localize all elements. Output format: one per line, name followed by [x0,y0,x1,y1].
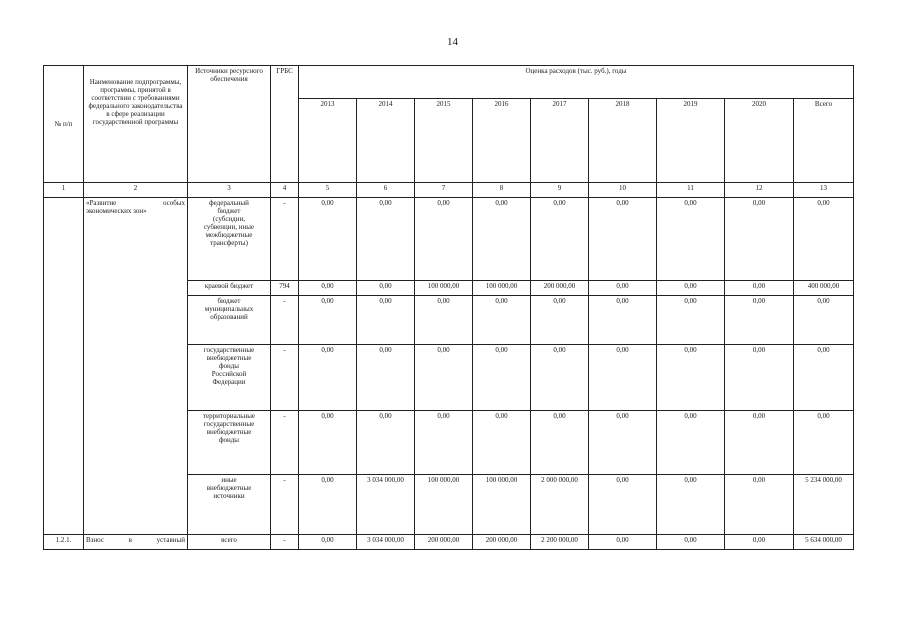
header-row-1 [44,66,854,99]
value-cell: 0,00 [415,296,473,345]
row-federal-budget [44,198,854,281]
resource-table [43,65,854,550]
year-2018: 2018 [589,99,657,183]
value-cell: 0,00 [299,198,357,281]
program-name: «Развитие особых экономических зон» [84,198,188,535]
year-2013: 2013 [299,99,357,183]
value-cell: 0,00 [299,281,357,296]
value-cell: 0,00 [531,345,589,411]
value-cell: 100 000,00 [415,281,473,296]
index-cell: 3 [188,183,271,198]
value-cell: 0,00 [473,198,531,281]
value-cell: 0,00 [794,345,854,411]
year-2014: 2014 [357,99,415,183]
value-cell: 0,00 [415,345,473,411]
value-cell: 5 634 000,00 [794,535,854,550]
value-cell: 0,00 [589,535,657,550]
value-cell: 0,00 [657,411,725,475]
value-cell: 0,00 [357,296,415,345]
grbs-value: - [271,345,299,411]
value-cell: 200 000,00 [531,281,589,296]
header-estimate: Оценка расходов (тыс. руб.), годы [299,66,854,99]
year-2015: 2015 [415,99,473,183]
value-cell: 0,00 [473,411,531,475]
index-cell: 2 [84,183,188,198]
source-label: краевой бюджет [188,281,271,296]
index-cell: 7 [415,183,473,198]
grbs-value: - [271,535,299,550]
value-cell: 0,00 [589,281,657,296]
value-cell: 0,00 [531,198,589,281]
value-cell: 0,00 [299,411,357,475]
value-cell: 200 000,00 [473,535,531,550]
value-cell: 0,00 [725,296,794,345]
value-cell: 400 000,00 [794,281,854,296]
source-label: государственные внебюджетные фонды Российской Федерации [188,345,271,411]
index-cell: 8 [473,183,531,198]
index-cell: 9 [531,183,589,198]
value-cell: 100 000,00 [473,475,531,535]
index-cell: 11 [657,183,725,198]
subitem-name: Взнос в уставный [84,535,188,550]
value-cell: 0,00 [589,411,657,475]
value-cell: 0,00 [473,345,531,411]
value-cell: 0,00 [657,296,725,345]
source-label: иные внебюджетные источники [188,475,271,535]
value-cell: 100 000,00 [415,475,473,535]
value-cell: 0,00 [299,535,357,550]
grbs-value: - [271,411,299,475]
row-subitem-total [44,535,854,550]
value-cell: 200 000,00 [415,535,473,550]
index-cell: 4 [271,183,299,198]
value-cell: 0,00 [725,411,794,475]
year-total: Всего [794,99,854,183]
index-cell: 12 [725,183,794,198]
subitem-num: 1.2.1. [44,535,84,550]
grbs-value: - [271,475,299,535]
value-cell: 0,00 [657,345,725,411]
value-cell: 0,00 [357,411,415,475]
value-cell: 0,00 [299,296,357,345]
value-cell: 0,00 [725,345,794,411]
column-index-row [44,183,854,198]
grbs-value: - [271,198,299,281]
year-2019: 2019 [657,99,725,183]
value-cell: 0,00 [589,345,657,411]
value-cell: 0,00 [725,198,794,281]
value-cell: 0,00 [415,411,473,475]
value-cell: 2 200 000,00 [531,535,589,550]
value-cell: 0,00 [357,345,415,411]
index-cell: 5 [299,183,357,198]
value-cell: 0,00 [794,198,854,281]
value-cell: 5 234 000,00 [794,475,854,535]
source-label: бюджет муниципальных образований [188,296,271,345]
source-label: территориальные государственные внебюджетные фонды [188,411,271,475]
value-cell: 100 000,00 [473,281,531,296]
source-label: федеральный бюджет (субсидии, субвенции, иные межбюджетные трансферты) [188,198,271,281]
year-2016: 2016 [473,99,531,183]
value-cell: 0,00 [531,411,589,475]
value-cell: 0,00 [531,296,589,345]
header-source: Источники ресурсного обеспечения [188,66,271,183]
value-cell: 0,00 [657,475,725,535]
source-label: всего [188,535,271,550]
index-cell: 6 [357,183,415,198]
value-cell: 3 034 000,00 [357,535,415,550]
value-cell: 0,00 [589,198,657,281]
value-cell: 0,00 [725,281,794,296]
value-cell: 0,00 [589,296,657,345]
value-cell: 0,00 [589,475,657,535]
value-cell: 0,00 [657,535,725,550]
value-cell: 0,00 [357,281,415,296]
value-cell: 0,00 [725,535,794,550]
value-cell: 0,00 [657,281,725,296]
program-num-cell [44,198,84,535]
header-num: № п/п [44,66,84,183]
index-cell: 13 [794,183,854,198]
index-cell: 10 [589,183,657,198]
value-cell: 2 000 000,00 [531,475,589,535]
year-2017: 2017 [531,99,589,183]
value-cell: 0,00 [299,475,357,535]
value-cell: 0,00 [357,198,415,281]
year-2020: 2020 [725,99,794,183]
value-cell: 0,00 [794,296,854,345]
value-cell: 0,00 [657,198,725,281]
index-cell: 1 [44,183,84,198]
value-cell: 0,00 [415,198,473,281]
grbs-value: - [271,296,299,345]
value-cell: 0,00 [299,345,357,411]
value-cell: 0,00 [473,296,531,345]
header-name: Наименование подпрограммы, программы, принятой в соответствии с требованиями федерального законодательства в сфере реализации государственной программы [84,66,188,183]
value-cell: 0,00 [725,475,794,535]
header-grbs: ГРБС [271,66,299,183]
grbs-value: 794 [271,281,299,296]
page-number: 14 [447,36,458,48]
value-cell: 0,00 [794,411,854,475]
value-cell: 3 034 000,00 [357,475,415,535]
